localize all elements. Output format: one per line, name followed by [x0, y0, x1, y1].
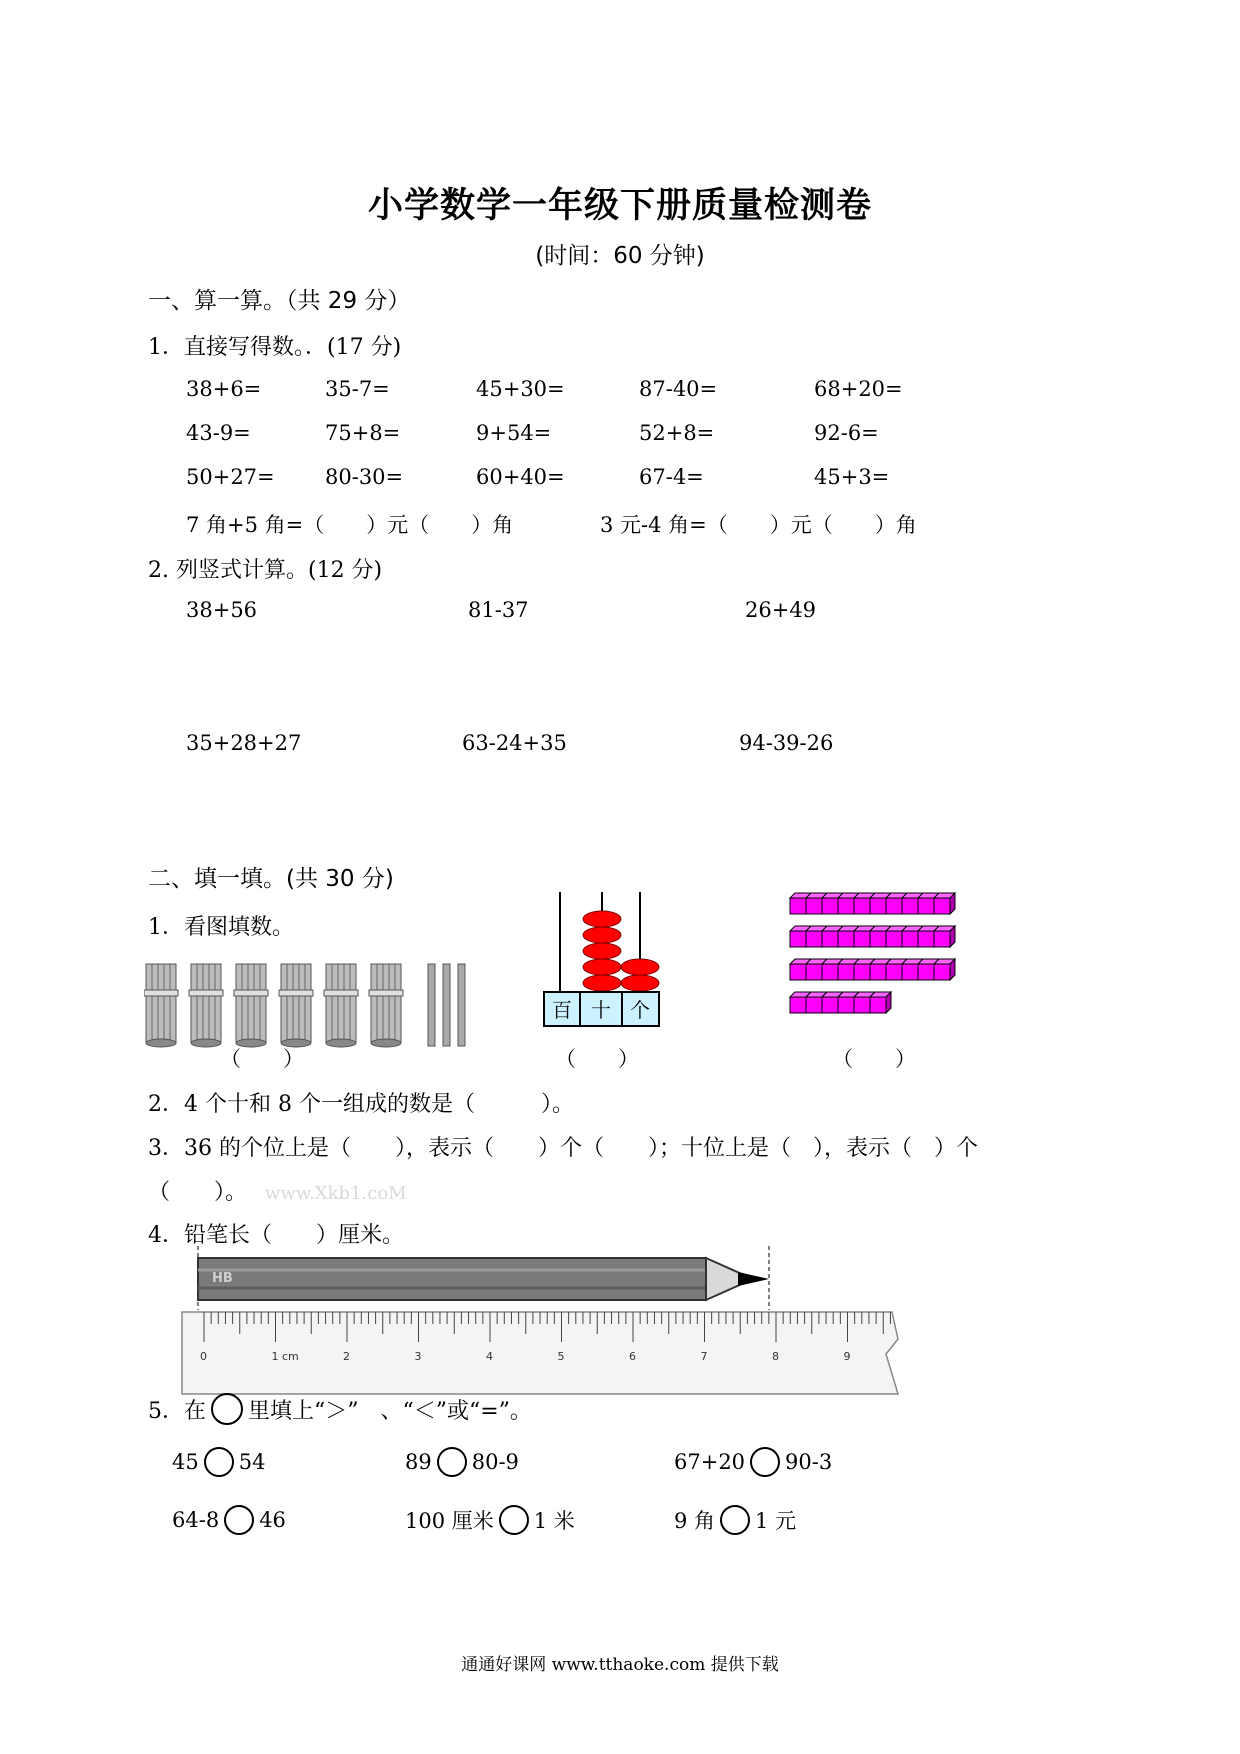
abacus-bead	[583, 959, 621, 975]
vertical-calc: 35+28+27	[186, 731, 302, 755]
exercise: 9+54=	[476, 421, 552, 445]
q2-3-text-cont: （ ）。 www.Xkb1.coM	[148, 1180, 407, 1205]
q1-2-label: 2. 列竖式计算。(12 分)	[148, 558, 383, 583]
unit-block	[870, 931, 886, 947]
abacus-bead	[583, 911, 621, 927]
exercise: 35-7=	[325, 377, 390, 401]
answer-circle[interactable]	[204, 1447, 234, 1477]
stick-bundle	[324, 964, 358, 1047]
unit-block	[902, 931, 918, 947]
unit-block	[790, 964, 806, 980]
unit-block	[886, 964, 902, 980]
comparison-item: 100 厘米 1 米	[405, 1505, 575, 1535]
unit-block	[934, 964, 950, 980]
single-stick	[428, 964, 435, 1046]
watermark: www.Xkb1.coM	[265, 1183, 407, 1204]
unit-block	[838, 964, 854, 980]
stick-bundle	[189, 964, 223, 1047]
comparison-item: 64-8 46	[172, 1505, 286, 1535]
unit-block	[886, 898, 902, 914]
stick-bundle	[369, 964, 403, 1047]
ruler-tick-label: 6	[629, 1350, 636, 1363]
pencil-label: HB	[212, 1271, 233, 1286]
unit-block	[790, 997, 806, 1013]
vertical-calc: 38+56	[186, 598, 258, 622]
unit-block	[806, 964, 822, 980]
exercise: 67-4=	[639, 465, 704, 489]
comparison-item: 67+20 90-3	[674, 1447, 832, 1477]
exercise: 52+8=	[639, 421, 715, 445]
comparison-item: 89 80-9	[405, 1447, 519, 1477]
stick-bundle	[234, 964, 268, 1047]
answer-blank[interactable]: （ ）	[220, 1047, 304, 1071]
unit-block	[806, 997, 822, 1013]
unit-blocks-figure	[788, 890, 964, 1016]
vertical-calc: 63-24+35	[462, 731, 567, 755]
unit-block	[790, 898, 806, 914]
unit-block	[838, 931, 854, 947]
unit-block	[806, 931, 822, 947]
unit-block	[886, 931, 902, 947]
exercise: 75+8=	[325, 421, 401, 445]
unit-block	[934, 931, 950, 947]
exercise: 50+27=	[186, 465, 275, 489]
unit-block	[822, 931, 838, 947]
exercise: 43-9=	[186, 421, 251, 445]
section-1-heading: 一、算一算。（共 29 分）	[148, 288, 411, 314]
abacus-label-ones: 个	[630, 998, 650, 1022]
unit-block	[854, 931, 870, 947]
comparison-item: 45 54	[172, 1447, 265, 1477]
exercise: 38+6=	[186, 377, 262, 401]
exercise: 45+30=	[476, 377, 565, 401]
answer-circle[interactable]	[750, 1447, 780, 1477]
exercise: 45+3=	[814, 465, 890, 489]
stick-bundles-figure	[144, 960, 484, 1050]
abacus-bead	[583, 927, 621, 943]
comparison-item: 9 角 1 元	[674, 1505, 796, 1535]
answer-circle[interactable]	[224, 1505, 254, 1535]
q2-5-label: 5．在 里填上“＞” 、“＜”或“=”。	[148, 1393, 532, 1425]
comparison-circle-example	[211, 1393, 243, 1425]
vertical-calc: 81-37	[468, 598, 529, 622]
abacus-bead	[583, 943, 621, 959]
ruler-tick-label: 2	[343, 1350, 350, 1363]
ruler-tick-label: 8	[772, 1350, 779, 1363]
exercise: 80-30=	[325, 465, 404, 489]
abacus-label-tens: 十	[591, 998, 611, 1022]
vertical-calc: 94-39-26	[739, 731, 834, 755]
exercise: 60+40=	[476, 465, 565, 489]
exercise: 92-6=	[814, 421, 879, 445]
unit-block	[790, 931, 806, 947]
stick-bundle	[279, 964, 313, 1047]
ruler-tick-label: 4	[486, 1350, 493, 1363]
abacus-figure	[540, 892, 665, 1028]
q2-1-label: 1．看图填数。	[148, 915, 294, 940]
ruler-tick-label: 0	[200, 1350, 207, 1363]
unit-block	[854, 964, 870, 980]
unit-block	[934, 898, 950, 914]
unit-block	[838, 997, 854, 1013]
time-limit: (时间：60 分钟)	[535, 243, 705, 269]
ruler-tick-label: 5	[557, 1350, 565, 1363]
unit-block	[854, 997, 870, 1013]
answer-circle[interactable]	[437, 1447, 467, 1477]
single-stick	[443, 964, 450, 1046]
abacus-bead	[621, 975, 659, 991]
vertical-calc: 26+49	[745, 598, 817, 622]
unit-block	[822, 997, 838, 1013]
answer-circle[interactable]	[499, 1505, 529, 1535]
unit-block	[902, 964, 918, 980]
unit-block	[918, 964, 934, 980]
ruler-tick-label: 1 cm	[271, 1350, 299, 1363]
abacus-bead	[621, 959, 659, 975]
unit-block	[806, 898, 822, 914]
footer: 通通好课网 www.tthaoke.com 提供下载	[461, 1655, 779, 1675]
answer-blank[interactable]: （ ）	[832, 1047, 916, 1071]
stick-bundle	[144, 964, 178, 1047]
answer-circle[interactable]	[720, 1505, 750, 1535]
unit-block	[838, 898, 854, 914]
exercise: 87-40=	[639, 377, 718, 401]
ruler	[182, 1312, 898, 1394]
unit-block	[918, 898, 934, 914]
unit-block	[822, 898, 838, 914]
unit-block	[854, 898, 870, 914]
unit-block	[822, 964, 838, 980]
ruler-tick-label: 3	[414, 1350, 422, 1363]
unit-block	[870, 964, 886, 980]
unit-block	[902, 898, 918, 914]
q2-3-text: 3．36 的个位上是（ ），表示（ ）个（ ）；十位上是（ ），表示（ ）个	[148, 1136, 978, 1161]
abacus-bead	[583, 975, 621, 991]
ruler-tick-label: 7	[700, 1350, 708, 1363]
money-exercise: 7 角+5 角=（ ）元（ ）角	[186, 513, 514, 537]
q1-1-label: 1．直接写得数。．(17 分)	[148, 335, 402, 360]
ruler-tick-label: 9	[843, 1350, 851, 1363]
section-2-heading: 二、填一填。(共 30 分)	[148, 866, 394, 892]
unit-block	[870, 898, 886, 914]
answer-blank[interactable]: （ ）	[555, 1047, 639, 1071]
unit-block	[918, 931, 934, 947]
pencil-ruler-figure	[178, 1244, 908, 1396]
unit-block	[870, 997, 886, 1013]
pencil	[198, 1258, 769, 1300]
abacus-label-hundreds: 百	[552, 998, 572, 1022]
q2-2-text: 2．4 个十和 8 个一组成的数是（ ）。	[148, 1092, 574, 1117]
q2-4-text: 4．铅笔长（ ）厘米。	[148, 1223, 404, 1248]
page-title: 小学数学一年级下册质量检测卷	[367, 186, 872, 226]
single-stick	[458, 964, 465, 1046]
money-exercise: 3 元-4 角=（ ）元（ ）角	[600, 513, 917, 537]
exercise: 68+20=	[814, 377, 903, 401]
